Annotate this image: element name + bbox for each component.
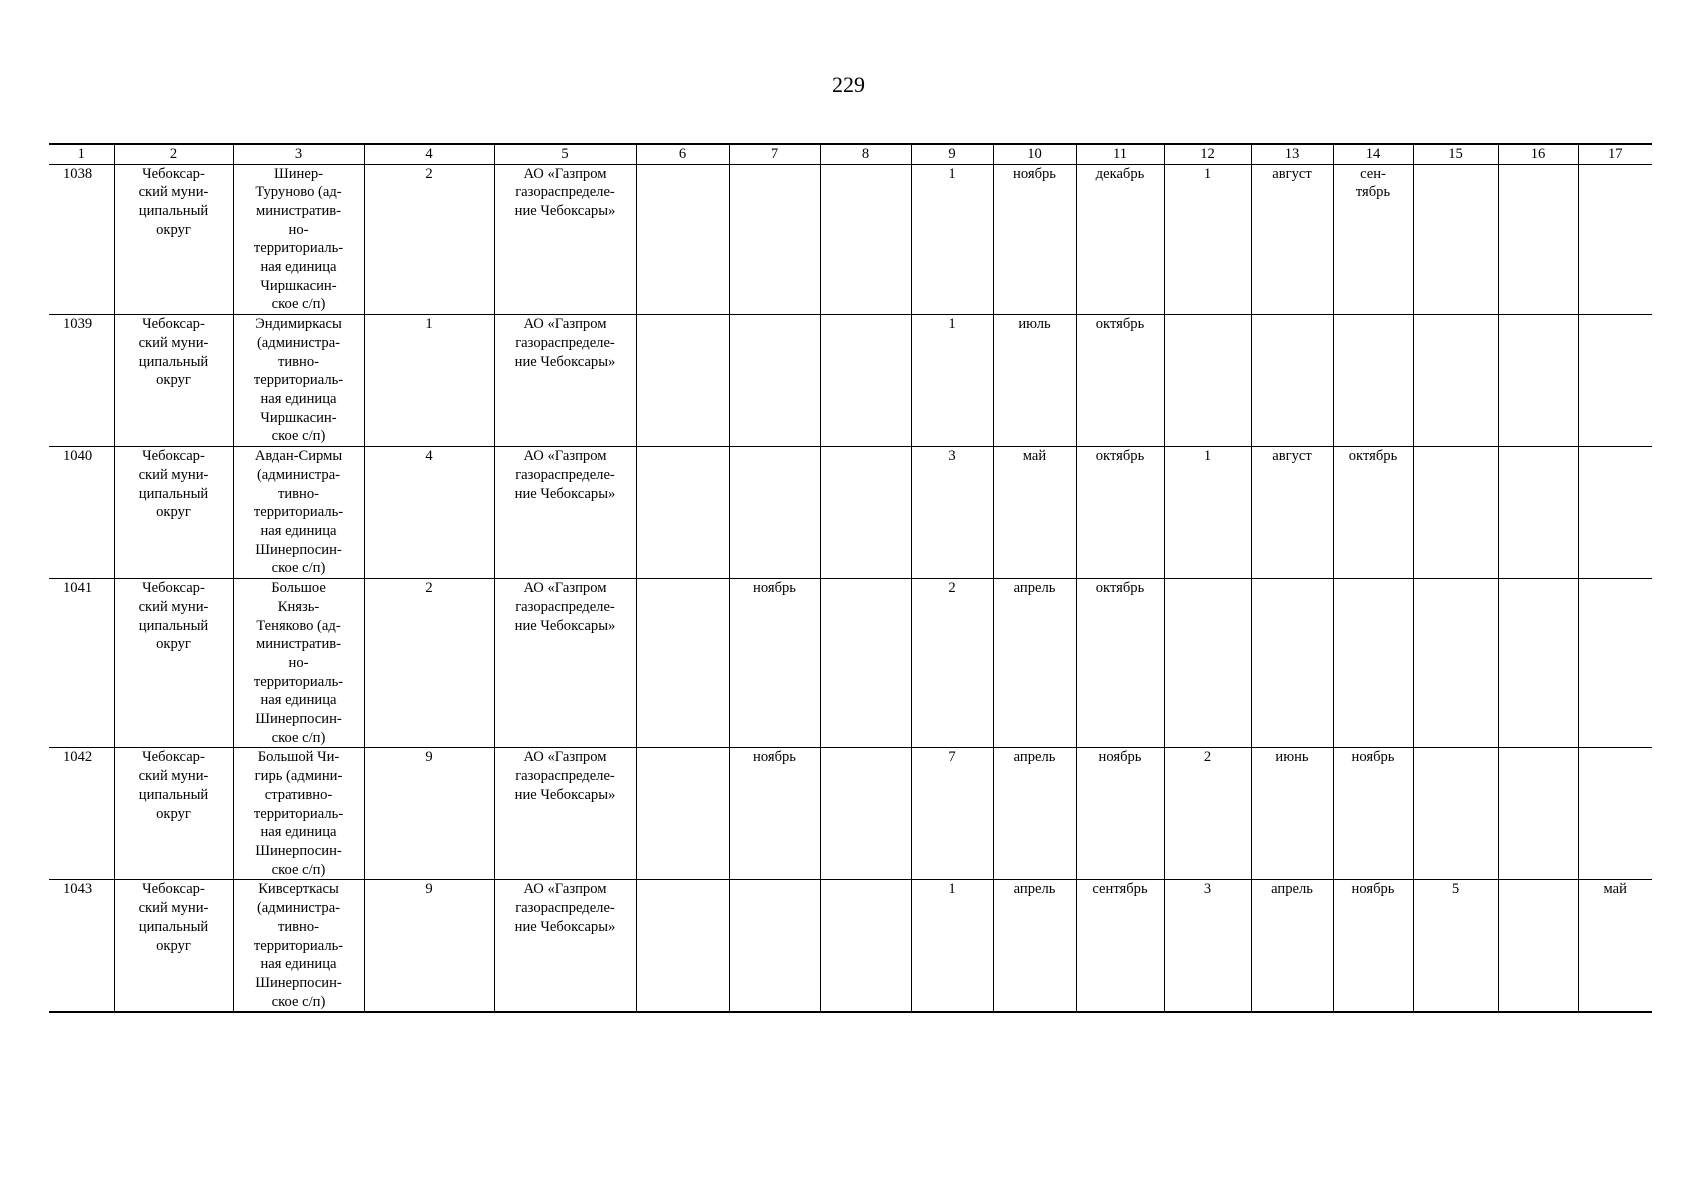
table-row [49, 447, 1652, 579]
table-cell: апрель [993, 579, 1076, 748]
data-table [49, 143, 1652, 1013]
table-cell: 9 [364, 748, 494, 880]
table-cell: ноябрь [729, 579, 820, 748]
table-cell [729, 164, 820, 315]
table-cell: октябрь [1076, 447, 1164, 579]
settlement-cell: Эндимиркасы (администра- тивно- территориаль- ная единица Чиршкасин- ское с/п) [233, 315, 364, 447]
row-number-cell: 1042 [49, 748, 114, 880]
table-cell [1498, 579, 1578, 748]
table-cell: июль [993, 315, 1076, 447]
table-cell: 2 [364, 579, 494, 748]
table-cell [636, 748, 729, 880]
table-cell [729, 880, 820, 1012]
table-row [49, 315, 1652, 447]
column-header: 2 [114, 144, 233, 164]
column-header: 6 [636, 144, 729, 164]
table-row [49, 164, 1652, 315]
table-row [49, 880, 1652, 1012]
table-cell [1413, 315, 1498, 447]
column-header: 1 [49, 144, 114, 164]
table-cell: август [1251, 447, 1333, 579]
table-cell [1251, 315, 1333, 447]
table-cell [729, 315, 820, 447]
table-cell [1413, 579, 1498, 748]
table-cell: 2 [1164, 748, 1251, 880]
organization-cell: АО «Газпром газораспределе- ние Чебоксары» [494, 164, 636, 315]
settlement-cell: Шинер- Туруново (ад- министратив- но- территориаль- ная единица Чиршкасин- ское с/п) [233, 164, 364, 315]
settlement-cell: Авдан-Сирмы (администра- тивно- территориаль- ная единица Шинерпосин- ское с/п) [233, 447, 364, 579]
page-number: 229 [832, 72, 865, 97]
table-cell [1413, 748, 1498, 880]
table-cell: 1 [911, 164, 993, 315]
municipality-cell: Чебоксар- ский муни- ципальный округ [114, 880, 233, 1012]
table-cell: ноябрь [1333, 880, 1413, 1012]
organization-cell: АО «Газпром газораспределе- ние Чебоксары» [494, 748, 636, 880]
column-header: 10 [993, 144, 1076, 164]
table-cell: 5 [1413, 880, 1498, 1012]
table-cell [1578, 447, 1652, 579]
table-cell [1498, 880, 1578, 1012]
table-cell: апрель [993, 748, 1076, 880]
table-cell: 2 [911, 579, 993, 748]
table-cell [1498, 748, 1578, 880]
table-cell: 4 [364, 447, 494, 579]
table-cell: 1 [1164, 164, 1251, 315]
organization-cell: АО «Газпром газораспределе- ние Чебоксары» [494, 579, 636, 748]
row-number-cell: 1039 [49, 315, 114, 447]
table-header [49, 144, 1652, 164]
column-header: 5 [494, 144, 636, 164]
table-cell [820, 164, 911, 315]
table-cell [636, 880, 729, 1012]
table-cell [636, 447, 729, 579]
table-cell [1498, 447, 1578, 579]
table-cell: 1 [364, 315, 494, 447]
row-number-cell: 1043 [49, 880, 114, 1012]
table-cell: 3 [1164, 880, 1251, 1012]
table-cell [729, 447, 820, 579]
table-cell [820, 579, 911, 748]
settlement-cell: Большое Князь- Теняково (ад- министратив- но- территориаль- ная единица Шинерпосин- ское с/п) [233, 579, 364, 748]
column-number-row [49, 144, 1652, 164]
table-cell: октябрь [1076, 315, 1164, 447]
column-header: 3 [233, 144, 364, 164]
table-cell [820, 447, 911, 579]
table-cell: декабрь [1076, 164, 1164, 315]
column-header: 8 [820, 144, 911, 164]
table-cell: апрель [1251, 880, 1333, 1012]
table-cell: ноябрь [1333, 748, 1413, 880]
table-cell: август [1251, 164, 1333, 315]
table-cell: май [1578, 880, 1652, 1012]
municipality-cell: Чебоксар- ский муни- ципальный округ [114, 164, 233, 315]
table-cell [636, 315, 729, 447]
organization-cell: АО «Газпром газораспределе- ние Чебоксары» [494, 880, 636, 1012]
table-cell [1578, 315, 1652, 447]
municipality-cell: Чебоксар- ский муни- ципальный округ [114, 447, 233, 579]
table-row [49, 579, 1652, 748]
table-cell [1498, 164, 1578, 315]
table-cell: ноябрь [1076, 748, 1164, 880]
settlement-cell: Кивсерткасы (администра- тивно- территориаль- ная единица Шинерпосин- ское с/п) [233, 880, 364, 1012]
organization-cell: АО «Газпром газораспределе- ние Чебоксары» [494, 315, 636, 447]
table-cell: апрель [993, 880, 1076, 1012]
table-cell: сентябрь [1076, 880, 1164, 1012]
table-cell [1578, 164, 1652, 315]
table-cell [1251, 579, 1333, 748]
table-cell: сен- тябрь [1333, 164, 1413, 315]
table-cell [820, 748, 911, 880]
settlement-cell: Большой Чи- гирь (админи- стративно- территориаль- ная единица Шинерпосин- ское с/п) [233, 748, 364, 880]
column-header: 14 [1333, 144, 1413, 164]
municipality-cell: Чебоксар- ский муни- ципальный округ [114, 748, 233, 880]
column-header: 16 [1498, 144, 1578, 164]
column-header: 11 [1076, 144, 1164, 164]
column-header: 12 [1164, 144, 1251, 164]
row-number-cell: 1040 [49, 447, 114, 579]
row-number-cell: 1041 [49, 579, 114, 748]
table-cell [636, 164, 729, 315]
table-cell: 7 [911, 748, 993, 880]
table-cell [1413, 164, 1498, 315]
table-cell [1413, 447, 1498, 579]
table-cell: 1 [911, 880, 993, 1012]
table-row [49, 748, 1652, 880]
column-header: 9 [911, 144, 993, 164]
table-cell [636, 579, 729, 748]
table-cell [1578, 579, 1652, 748]
table-cell: ноябрь [993, 164, 1076, 315]
table-cell: 3 [911, 447, 993, 579]
table-cell: 1 [1164, 447, 1251, 579]
table-cell: 9 [364, 880, 494, 1012]
column-header: 7 [729, 144, 820, 164]
table-cell [1498, 315, 1578, 447]
municipality-cell: Чебоксар- ский муни- ципальный округ [114, 315, 233, 447]
table-cell [1164, 315, 1251, 447]
table-cell [820, 315, 911, 447]
table-cell: май [993, 447, 1076, 579]
table-cell [1578, 748, 1652, 880]
municipality-cell: Чебоксар- ский муни- ципальный округ [114, 579, 233, 748]
column-header: 15 [1413, 144, 1498, 164]
table-cell: ноябрь [729, 748, 820, 880]
table-cell: 1 [911, 315, 993, 447]
column-header: 13 [1251, 144, 1333, 164]
table-cell [1164, 579, 1251, 748]
column-header: 4 [364, 144, 494, 164]
table-cell [1333, 315, 1413, 447]
table-cell [820, 880, 911, 1012]
table-cell: 2 [364, 164, 494, 315]
column-header: 17 [1578, 144, 1652, 164]
organization-cell: АО «Газпром газораспределе- ние Чебоксары» [494, 447, 636, 579]
table-cell: июнь [1251, 748, 1333, 880]
row-number-cell: 1038 [49, 164, 114, 315]
table-cell [1333, 579, 1413, 748]
table-cell: октябрь [1333, 447, 1413, 579]
table-cell: октябрь [1076, 579, 1164, 748]
